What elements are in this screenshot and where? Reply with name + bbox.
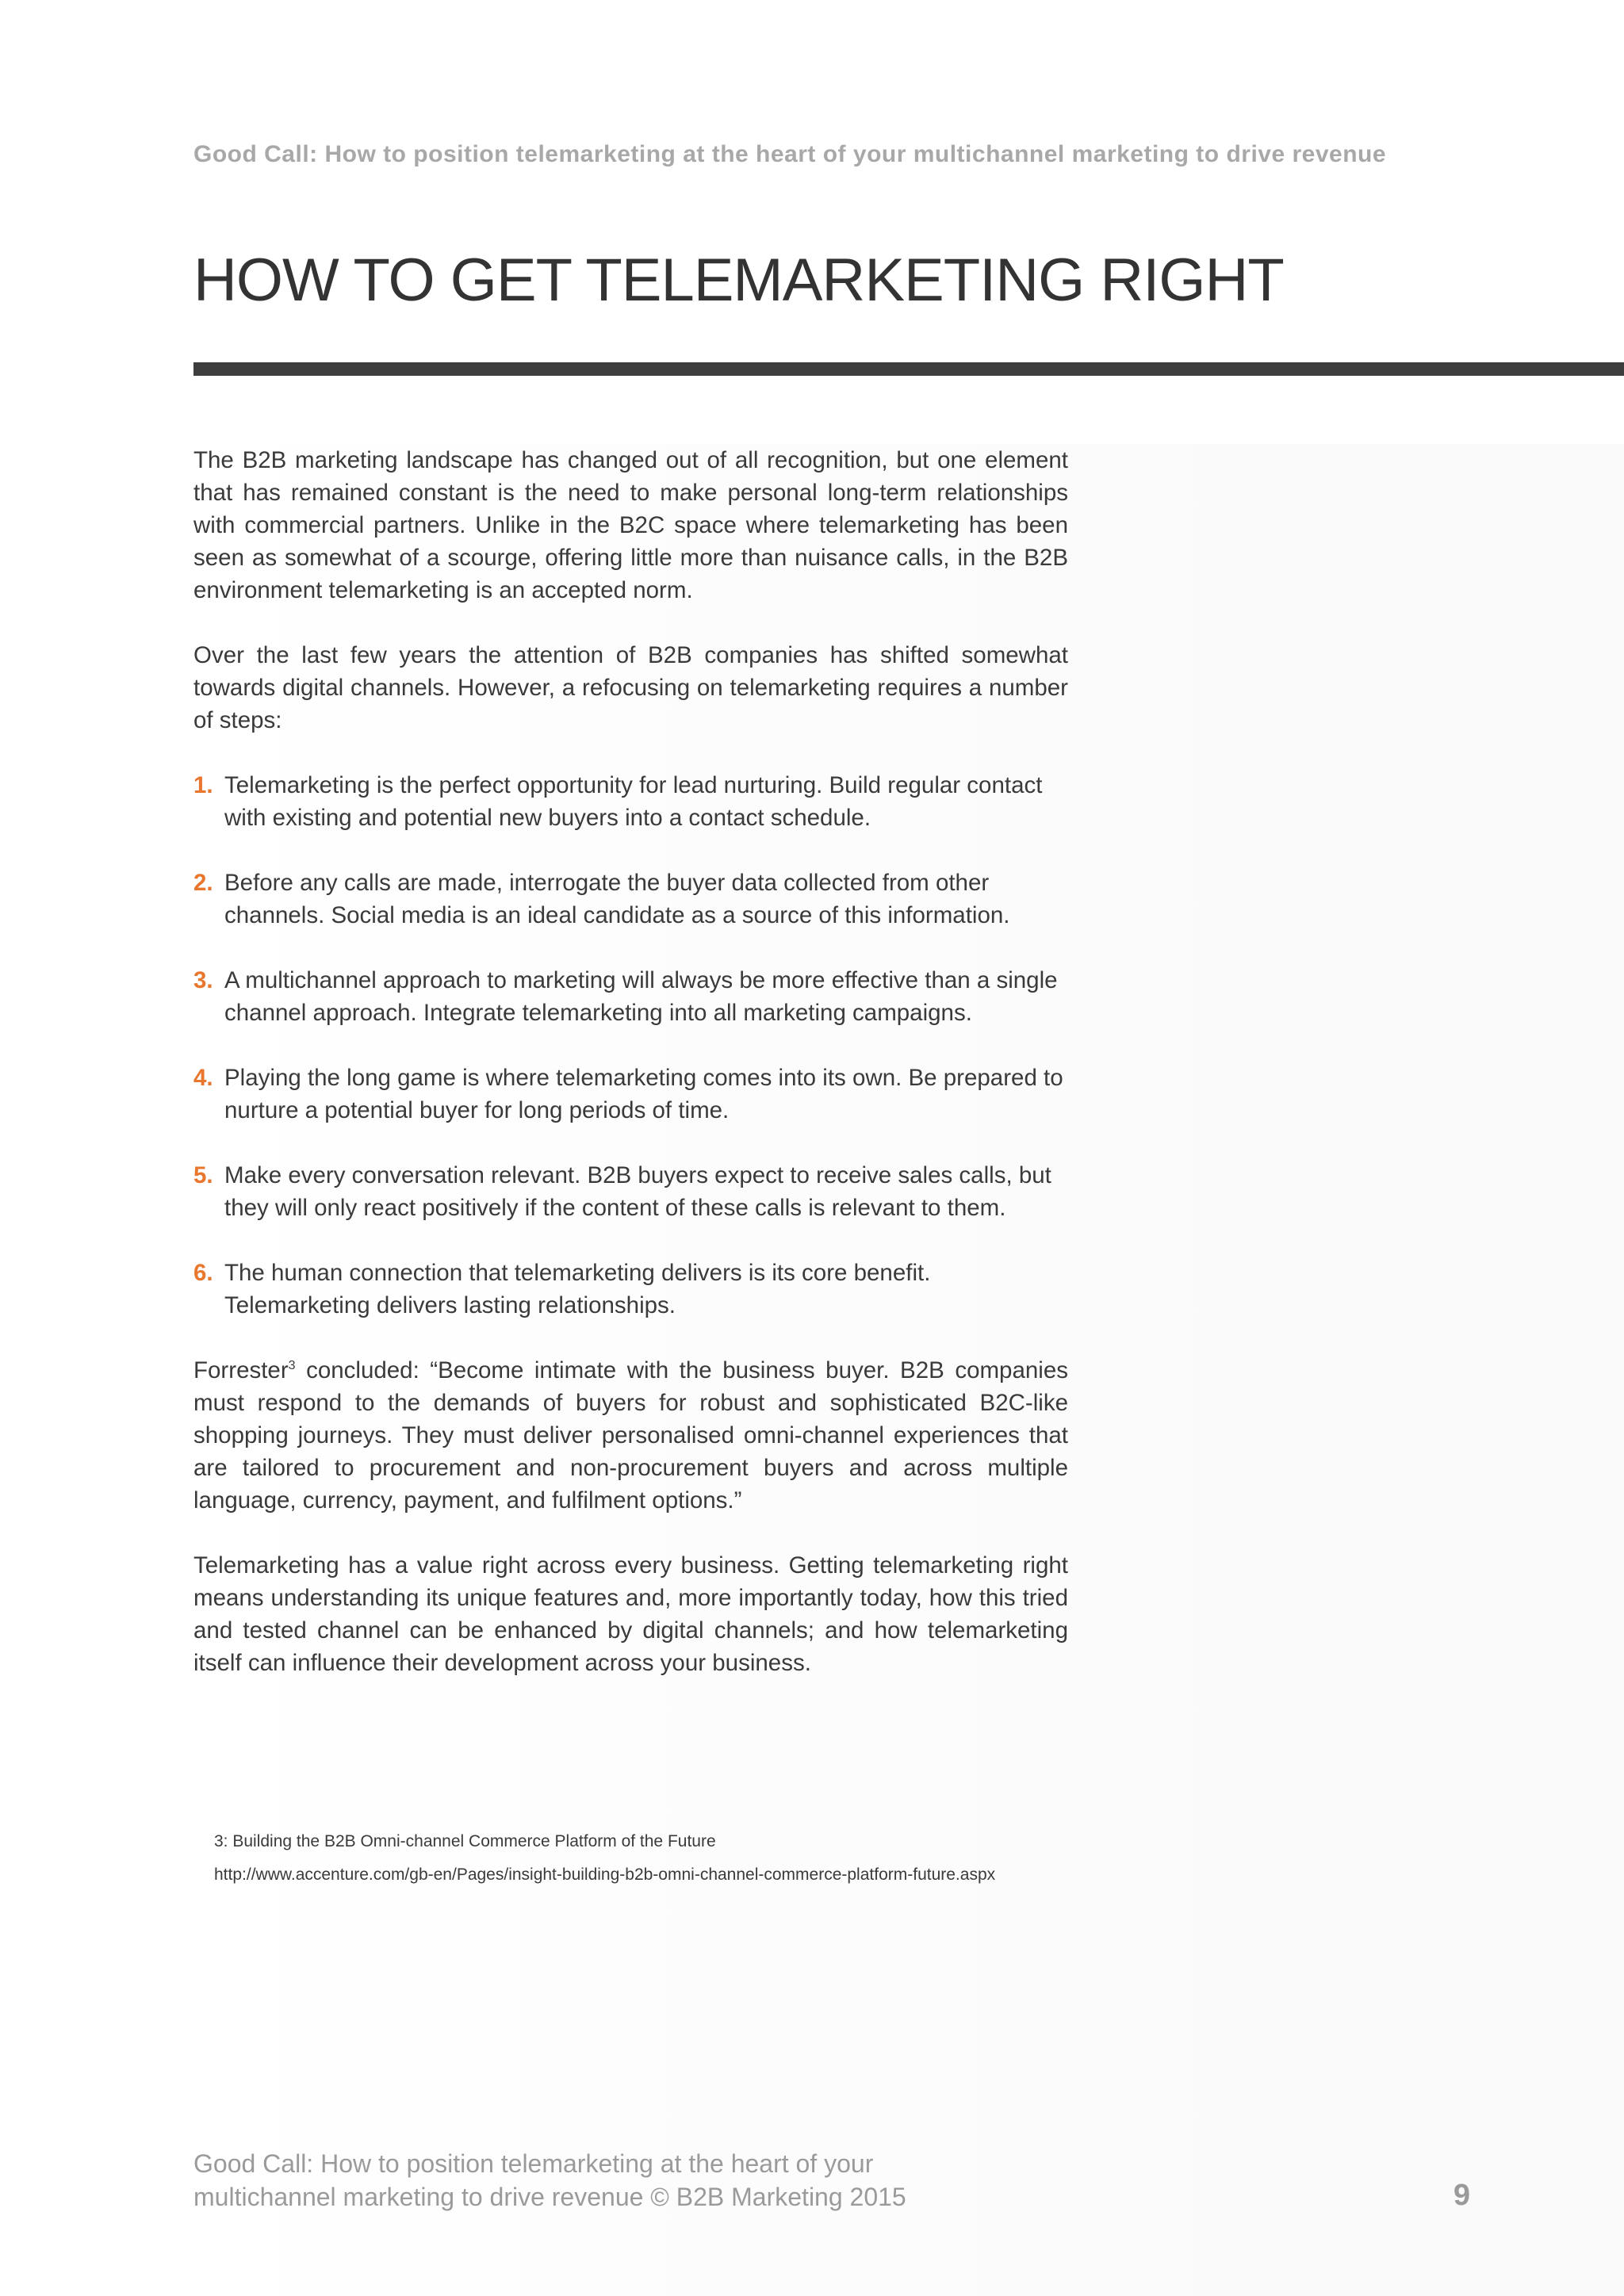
- intro-paragraph: The B2B marketing landscape has changed out of all recognition, but one element that has remained constant is the need to make personal long-term relationships with commercial partners. Unlike in the B2C space where telemarketing has been seen as somewhat of a scourge, offering little more than nuisance calls, in the B2B environment telemarketing is an accepted norm.: [193, 447, 1068, 603]
- footnote-url[interactable]: http://www.accenture.com/gb-en/Pages/insight-building-b2b-omni-channel-commerce-platform-future.aspx: [214, 1866, 996, 1884]
- step-text: Make every conversation relevant. B2B buyers expect to receive sales calls, but they will only react positively if the content of these calls is relevant to them.: [224, 1162, 1051, 1221]
- footnote: [214, 1825, 1086, 1892]
- footnote-label: 3:: [214, 1832, 228, 1850]
- step-text: A multichannel approach to marketing will always be more effective than a single channel approach. Integrate telemarketing into all marketing campaigns.: [224, 967, 1058, 1026]
- closing-paragraph: Telemarketing has a value right across every business. Getting telemarketing right means understanding its unique features and, more importantly today, how this tried and tested channel can be enhanced by digital channels; and how telemarketing itself can influence their development across your business.: [193, 1552, 1068, 1676]
- step-number: 6.: [193, 1260, 213, 1286]
- steps-list: [193, 769, 1068, 1322]
- forrester-quote-paragraph: [193, 1354, 1068, 1517]
- footnote-title: Building the B2B Omni-channel Commerce Platform of the Future: [232, 1832, 716, 1850]
- step-number: 5.: [193, 1162, 213, 1188]
- steps-intro-paragraph: Over the last few years the attention of B2B companies has shifted somewhat towards digital channels. However, a refocusing on telemarketing requires a number of steps:: [193, 642, 1068, 733]
- step-item-1: [193, 769, 1068, 834]
- title-divider: [193, 362, 1624, 376]
- step-item-2: [193, 867, 1068, 932]
- step-number: 3.: [193, 967, 213, 993]
- page-footer: [193, 2147, 1145, 2214]
- step-item-6: [193, 1257, 1068, 1322]
- step-text: Telemarketing is the perfect opportunity for lead nurturing. Build regular contact with existing and potential new buyers into a contact schedule.: [224, 772, 1043, 831]
- footnote-title-line: [214, 1825, 1086, 1858]
- page-title: HOW TO GET TELEMARKETING RIGHT: [193, 247, 1284, 314]
- step-item-4: [193, 1062, 1068, 1127]
- footnote-reference[interactable]: 3: [288, 1359, 296, 1373]
- quote-text: concluded: “Become intimate with the business buyer. B2B companies must respond to the demands of buyers for robust and sophisticated B2C-like shopping journeys. They must deliver personalised omni-channel experiences that are tailored to procurement and non-procurement buyers and across multiple language, currency, payment, and fulfilment options.”: [193, 1357, 1068, 1513]
- step-number: 2.: [193, 870, 213, 896]
- step-text: Before any calls are made, interrogate the buyer data collected from other channels. Social media is an ideal candidate as a source of this information.: [224, 870, 1010, 928]
- footer-line-1: Good Call: How to position telemarketing at the heart of your: [193, 2149, 874, 2178]
- page-number: 9: [1453, 2179, 1470, 2212]
- step-number: 4.: [193, 1065, 213, 1091]
- quote-source: Forrester: [193, 1357, 289, 1383]
- step-item-5: [193, 1159, 1068, 1224]
- footer-line-2: multichannel marketing to drive revenue © B2B Marketing 2015: [193, 2183, 906, 2211]
- step-text: The human connection that telemarketing delivers is its core benefit. Telemarketing delivers lasting relationships.: [224, 1260, 931, 1318]
- running-header: Good Call: How to position telemarketing at the heart of your multichannel marketing to drive revenue: [193, 141, 1387, 167]
- step-text: Playing the long game is where telemarketing comes into its own. Be prepared to nurture a potential buyer for long periods of time.: [224, 1065, 1063, 1123]
- step-number: 1.: [193, 772, 213, 798]
- article-body: [193, 444, 1068, 1712]
- step-item-3: [193, 964, 1068, 1029]
